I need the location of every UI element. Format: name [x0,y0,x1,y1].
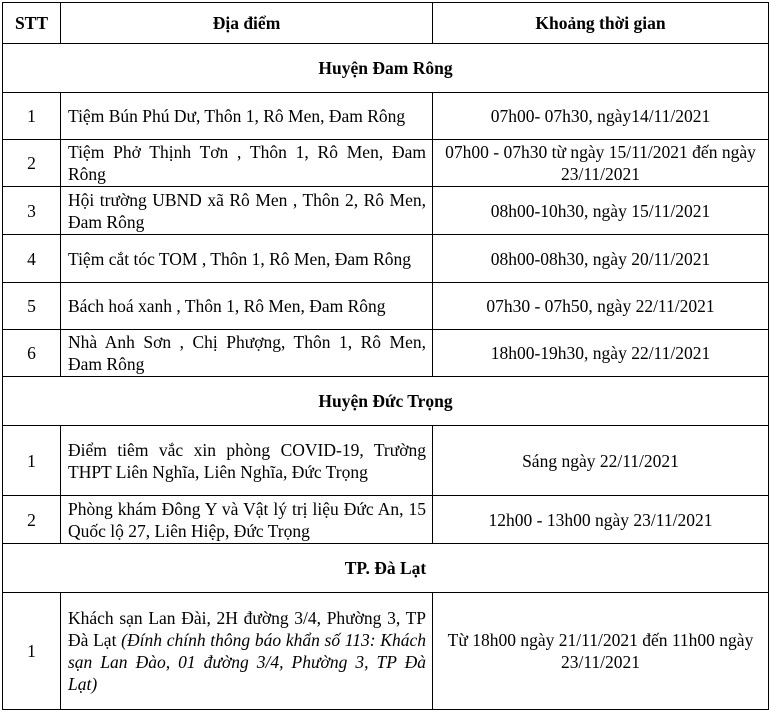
row-time: 08h00-10h30, ngày 15/11/2021 [433,187,769,235]
table-row [3,93,769,140]
row-place: Bách hoá xanh , Thôn 1, Rô Men, Đam Rông [61,283,433,330]
row-stt: 1 [3,426,61,496]
row-stt: 6 [3,330,61,377]
section-row [3,544,769,593]
row-time: 07h00 - 07h30 từ ngày 15/11/2021 đến ngày 23/11/2021 [433,140,769,187]
row-stt: 2 [3,140,61,187]
row-stt: 2 [3,496,61,544]
row-stt: 4 [3,235,61,283]
correction-note: (Đính chính thông báo khẩn số 113: Khách sạn Lan Đào, 01 đường 3/4, Phường 3, TP Đà Lạt) [68,630,426,694]
row-time: 18h00-19h30, ngày 22/11/2021 [433,330,769,377]
row-time: 08h00-08h30, ngày 20/11/2021 [433,235,769,283]
table-row [3,426,769,496]
row-place: Tiệm cắt tóc TOM , Thôn 1, Rô Men, Đam Rông [61,235,433,283]
section-title: Huyện Đức Trọng [3,377,769,426]
header-place: Địa điểm [61,3,433,44]
row-stt: 3 [3,187,61,235]
locations-table [2,2,769,710]
row-time: Sáng ngày 22/11/2021 [433,426,769,496]
header-time: Khoảng thời gian [433,3,769,44]
row-stt: 1 [3,593,61,710]
row-time: 12h00 - 13h00 ngày 23/11/2021 [433,496,769,544]
row-place: Tiệm Bún Phú Dư, Thôn 1, Rô Men, Đam Rông [61,93,433,140]
section-title: Huyện Đam Rông [3,44,769,93]
header-stt: STT [3,3,61,44]
place-text: Khách sạn Lan Đài, 2H đường 3/4, Phường 3, TP Đà Lạt [68,608,426,650]
header-row [3,3,769,44]
row-place: Tiệm Phở Thịnh Tơn , Thôn 1, Rô Men, Đam Rông [61,140,433,187]
row-place: Phòng khám Đông Y và Vật lý trị liệu Đức An, 15 Quốc lộ 27, Liên Hiệp, Đức Trọng [61,496,433,544]
section-row [3,377,769,426]
row-place [61,593,433,710]
row-place: Điểm tiêm vắc xin phòng COVID-19, Trường THPT Liên Nghĩa, Liên Nghĩa, Đức Trọng [61,426,433,496]
table-row [3,593,769,710]
section-title: TP. Đà Lạt [3,544,769,593]
row-time: 07h00- 07h30, ngày14/11/2021 [433,93,769,140]
table-row [3,140,769,187]
table-row [3,496,769,544]
row-stt: 5 [3,283,61,330]
row-place: Nhà Anh Sơn , Chị Phượng, Thôn 1, Rô Men, Đam Rông [61,330,433,377]
table-row [3,187,769,235]
section-row [3,44,769,93]
table-row [3,283,769,330]
row-time: 07h30 - 07h50, ngày 22/11/2021 [433,283,769,330]
table-row [3,330,769,377]
table-row [3,235,769,283]
row-time: Từ 18h00 ngày 21/11/2021 đến 11h00 ngày 23/11/2021 [433,593,769,710]
row-place: Hội trường UBND xã Rô Men , Thôn 2, Rô Men, Đam Rông [61,187,433,235]
row-stt: 1 [3,93,61,140]
